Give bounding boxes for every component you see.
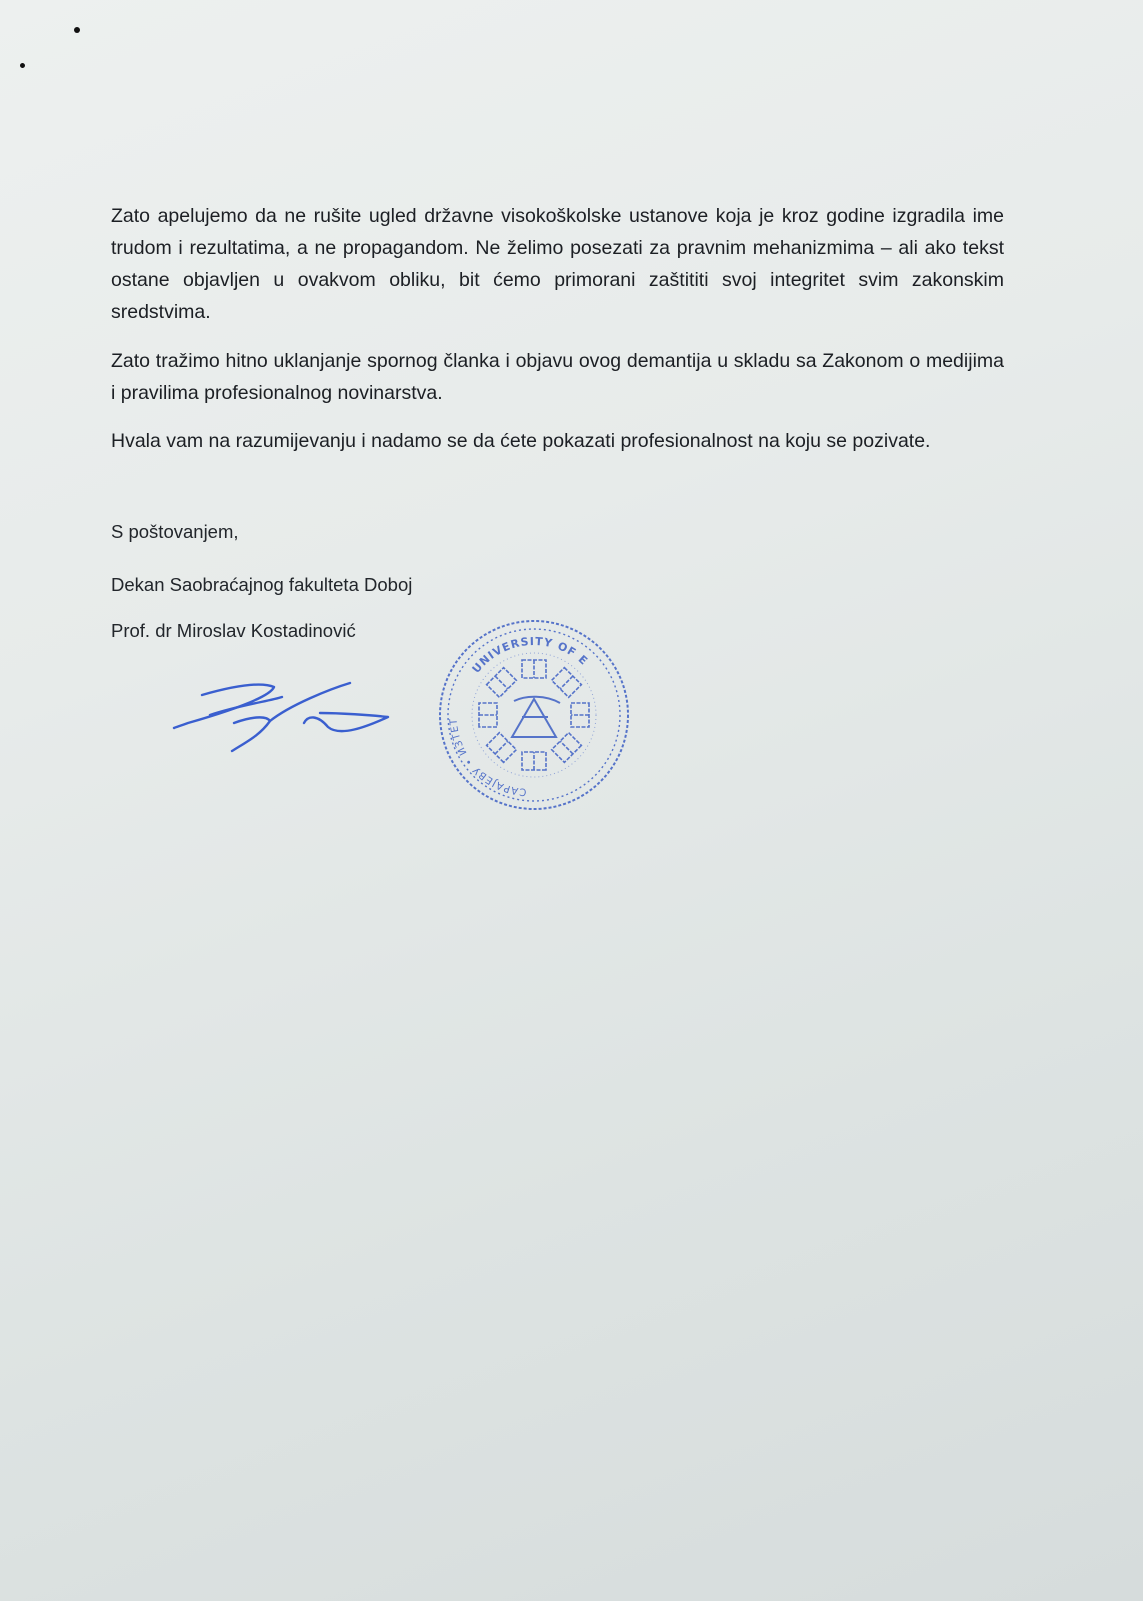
signatory-name: Prof. dr Miroslav Kostadinović	[111, 620, 356, 641]
stamp-text-top: UNIVERSITY OF E	[469, 634, 591, 676]
paragraph-appeal: Zato apelujemo da ne rušite ugled državne visokoškolske ustanove koja je kroz godine izgradila ime trudom i rezultatima, a ne propagandom. Ne želimo posezati za pravnim mehanizmima – ali ako tekst ostane objavljen u ovakvom obliku, bit ćemo primorani zaštititi svoj integritet svim zakonskim sredstvima.	[111, 205, 1004, 323]
stamp-text-left: CAРАJЕВУ • ИЗТЕТ	[448, 717, 528, 798]
scan-speck	[74, 27, 80, 33]
closing-salutation: S poštovanjem,	[111, 521, 239, 542]
paragraph-request: Zato tražimo hitno uklanjanje spornog članka i objavu ovog demantija u skladu sa Zakonom o medijima i pravilima profesionalnog novinarstva.	[111, 350, 1004, 404]
signatory-title: Dekan Saobraćajnog fakulteta Doboj	[111, 574, 413, 595]
stamp-book-ring	[479, 660, 589, 770]
stamp-center-emblem	[512, 697, 560, 737]
handwritten-signature	[170, 675, 390, 755]
paragraph-thanks: Hvala vam na razumijevanju i nadamo se da ćete pokazati profesionalnost na koju se pozivate.	[111, 430, 931, 452]
scan-speck	[19, 62, 26, 69]
university-seal-stamp	[436, 617, 632, 813]
